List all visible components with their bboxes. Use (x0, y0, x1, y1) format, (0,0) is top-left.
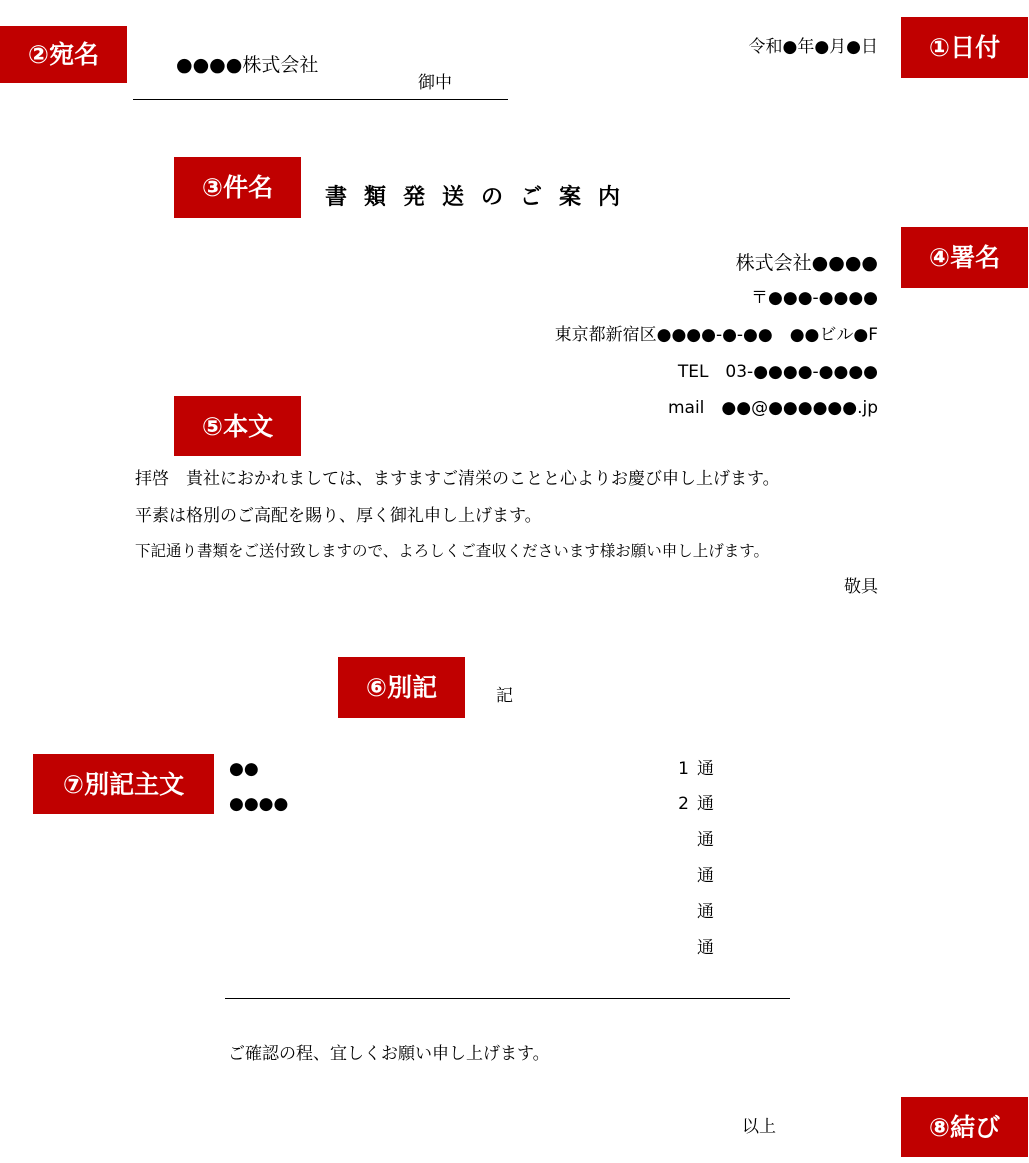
label-closing: ⑧結び (901, 1097, 1028, 1157)
item-unit: 通 (697, 794, 714, 814)
subject-title: 書類発送のご案内 (325, 185, 638, 210)
end-mark: 以上 (742, 1117, 776, 1137)
confirm-text: ご確認の程、宜しくお願い申し上げます。 (228, 1044, 550, 1064)
recipient-underline (133, 99, 508, 100)
items-divider (225, 998, 790, 999)
body-line-3: 下記通り書類をご送付致しますので、よろしくご査収くださいます様お願い申し上げます。 (135, 542, 769, 560)
body-closing: 敬具 (844, 577, 878, 597)
label-recipient: ②宛名 (0, 26, 127, 83)
body-line-1: 拝啓 貴社におかれましては、ますますご清栄のことと心よりお慶び申し上げます。 (135, 469, 780, 489)
label-signature: ④署名 (901, 227, 1028, 288)
label-attachment-body: ⑦別記主文 (33, 754, 214, 814)
item-name: ●● (229, 759, 259, 779)
label-date: ①日付 (901, 17, 1028, 78)
item-unit: 通 (697, 902, 714, 922)
sender-postal: 〒●●●-●●●● (751, 288, 878, 308)
record-heading: 記 (496, 686, 513, 706)
item-qty: 1 (678, 759, 689, 779)
body-line-2: 平素は格別のご高配を賜り、厚く御礼申し上げます。 (135, 506, 542, 526)
item-unit: 通 (697, 866, 714, 886)
item-unit: 通 (697, 759, 714, 779)
item-unit: 通 (697, 830, 714, 850)
sender-mail: mail ●●@●●●●●●.jp (667, 398, 878, 418)
recipient-honorific: 御中 (418, 73, 452, 93)
recipient-company: ●●●●株式会社 (176, 54, 319, 76)
sender-company: 株式会社●●●● (735, 252, 878, 274)
sender-address: 東京都新宿区●●●●-●-●● ●●ビル●F (554, 325, 878, 345)
sender-tel: TEL 03-●●●●-●●●● (677, 362, 878, 382)
item-name: ●●●● (229, 794, 289, 814)
label-body: ⑤本文 (174, 396, 301, 456)
label-attachment: ⑥別記 (338, 657, 465, 718)
date: 令和●年●月●日 (748, 37, 878, 57)
label-subject: ③件名 (174, 157, 301, 218)
item-unit: 通 (697, 938, 714, 958)
item-qty: 2 (678, 794, 689, 814)
